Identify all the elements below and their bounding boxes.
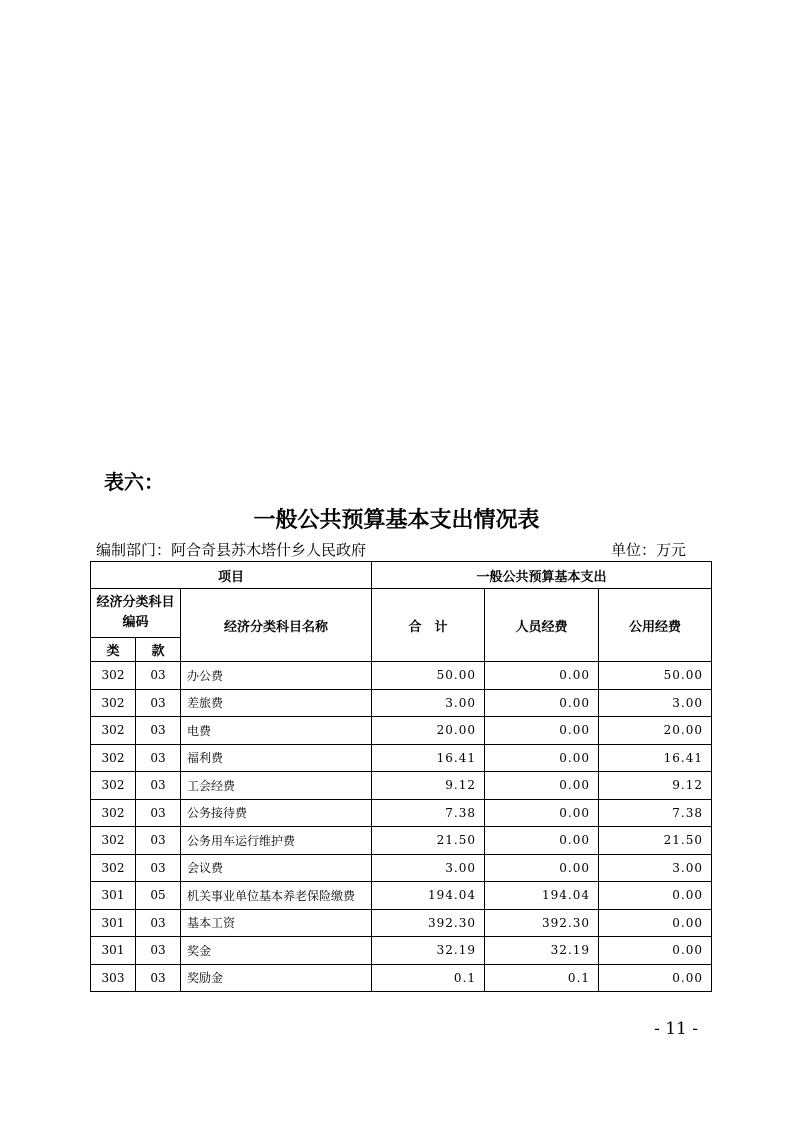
item-name-cell: 公务用车运行维护费	[181, 827, 372, 855]
department-label: 编制部门：阿合奇县苏木塔什乡人民政府	[96, 541, 367, 559]
item-name-cell: 奖励金	[181, 964, 372, 992]
category-code-cell: 303	[91, 964, 136, 992]
category-code-cell: 302	[91, 689, 136, 717]
table-row	[91, 799, 712, 827]
item-name-cell: 会议费	[181, 854, 372, 882]
total-cell: 0.1	[372, 964, 485, 992]
table-row	[91, 772, 712, 800]
item-name-cell: 差旅费	[181, 689, 372, 717]
subcategory-code-cell: 03	[136, 717, 181, 745]
personnel-cell: 0.00	[485, 827, 599, 855]
public-cell: 7.38	[599, 799, 712, 827]
subcategory-code-cell: 03	[136, 662, 181, 690]
table-row	[91, 909, 712, 937]
personnel-cell: 0.00	[485, 854, 599, 882]
public-cell: 21.50	[599, 827, 712, 855]
page-number: - 11 -	[654, 1019, 698, 1039]
unit-label: 单位：万元	[610, 541, 686, 559]
table-row	[91, 854, 712, 882]
table-row	[91, 964, 712, 992]
category-code-cell: 302	[91, 827, 136, 855]
table-row	[91, 689, 712, 717]
category-code-cell: 301	[91, 937, 136, 965]
header-personnel: 人员经费	[485, 589, 599, 662]
subcategory-code-cell: 03	[136, 689, 181, 717]
item-name-cell: 公务接待费	[181, 799, 372, 827]
category-code-cell: 302	[91, 744, 136, 772]
public-cell: 0.00	[599, 882, 712, 910]
subcategory-code-cell: 03	[136, 909, 181, 937]
subcategory-code-cell: 03	[136, 772, 181, 800]
table-row	[91, 717, 712, 745]
subcategory-code-cell: 03	[136, 744, 181, 772]
table-label: 表六：	[104, 470, 164, 494]
personnel-cell: 32.19	[485, 937, 599, 965]
total-cell: 32.19	[372, 937, 485, 965]
total-cell: 16.41	[372, 744, 485, 772]
table-row	[91, 937, 712, 965]
total-cell: 20.00	[372, 717, 485, 745]
table-body	[91, 662, 712, 992]
total-cell: 50.00	[372, 662, 485, 690]
item-name-cell: 机关事业单位基本养老保险缴费	[181, 882, 372, 910]
personnel-cell: 0.00	[485, 772, 599, 800]
subcategory-code-cell: 03	[136, 827, 181, 855]
public-cell: 50.00	[599, 662, 712, 690]
header-lei: 类	[91, 638, 136, 662]
header-kuan: 款	[136, 638, 181, 662]
item-name-cell: 工会经费	[181, 772, 372, 800]
header-code-group: 经济分类科目编码	[91, 589, 181, 638]
item-name-cell: 电费	[181, 717, 372, 745]
personnel-cell: 392.30	[485, 909, 599, 937]
category-code-cell: 302	[91, 799, 136, 827]
category-code-cell: 302	[91, 772, 136, 800]
category-code-cell: 302	[91, 662, 136, 690]
public-cell: 0.00	[599, 937, 712, 965]
category-code-cell: 301	[91, 909, 136, 937]
personnel-cell: 194.04	[485, 882, 599, 910]
item-name-cell: 办公费	[181, 662, 372, 690]
public-cell: 16.41	[599, 744, 712, 772]
personnel-cell: 0.00	[485, 689, 599, 717]
total-cell: 3.00	[372, 854, 485, 882]
item-name-cell: 福利费	[181, 744, 372, 772]
expenditure-table	[90, 561, 712, 992]
header-item: 项目	[91, 562, 372, 589]
personnel-cell: 0.00	[485, 662, 599, 690]
public-cell: 0.00	[599, 909, 712, 937]
public-cell: 9.12	[599, 772, 712, 800]
table-row	[91, 882, 712, 910]
subcategory-code-cell: 05	[136, 882, 181, 910]
personnel-cell: 0.00	[485, 717, 599, 745]
personnel-cell: 0.00	[485, 744, 599, 772]
table-row	[91, 827, 712, 855]
total-cell: 7.38	[372, 799, 485, 827]
category-code-cell: 302	[91, 854, 136, 882]
subcategory-code-cell: 03	[136, 799, 181, 827]
header-total: 合 计	[372, 589, 485, 662]
personnel-cell: 0.00	[485, 799, 599, 827]
total-cell: 194.04	[372, 882, 485, 910]
public-cell: 3.00	[599, 689, 712, 717]
category-code-cell: 301	[91, 882, 136, 910]
header-public: 公用经费	[599, 589, 712, 662]
item-name-cell: 基本工资	[181, 909, 372, 937]
public-cell: 3.00	[599, 854, 712, 882]
item-name-cell: 奖金	[181, 937, 372, 965]
total-cell: 392.30	[372, 909, 485, 937]
subcategory-code-cell: 03	[136, 964, 181, 992]
subcategory-code-cell: 03	[136, 854, 181, 882]
category-code-cell: 302	[91, 717, 136, 745]
total-cell: 9.12	[372, 772, 485, 800]
public-cell: 20.00	[599, 717, 712, 745]
header-name: 经济分类科目名称	[181, 589, 372, 662]
total-cell: 21.50	[372, 827, 485, 855]
page-title: 一般公共预算基本支出情况表	[253, 508, 540, 533]
table-row	[91, 662, 712, 690]
personnel-cell: 0.1	[485, 964, 599, 992]
subcategory-code-cell: 03	[136, 937, 181, 965]
header-budget: 一般公共预算基本支出	[372, 562, 712, 589]
total-cell: 3.00	[372, 689, 485, 717]
public-cell: 0.00	[599, 964, 712, 992]
table-row	[91, 744, 712, 772]
